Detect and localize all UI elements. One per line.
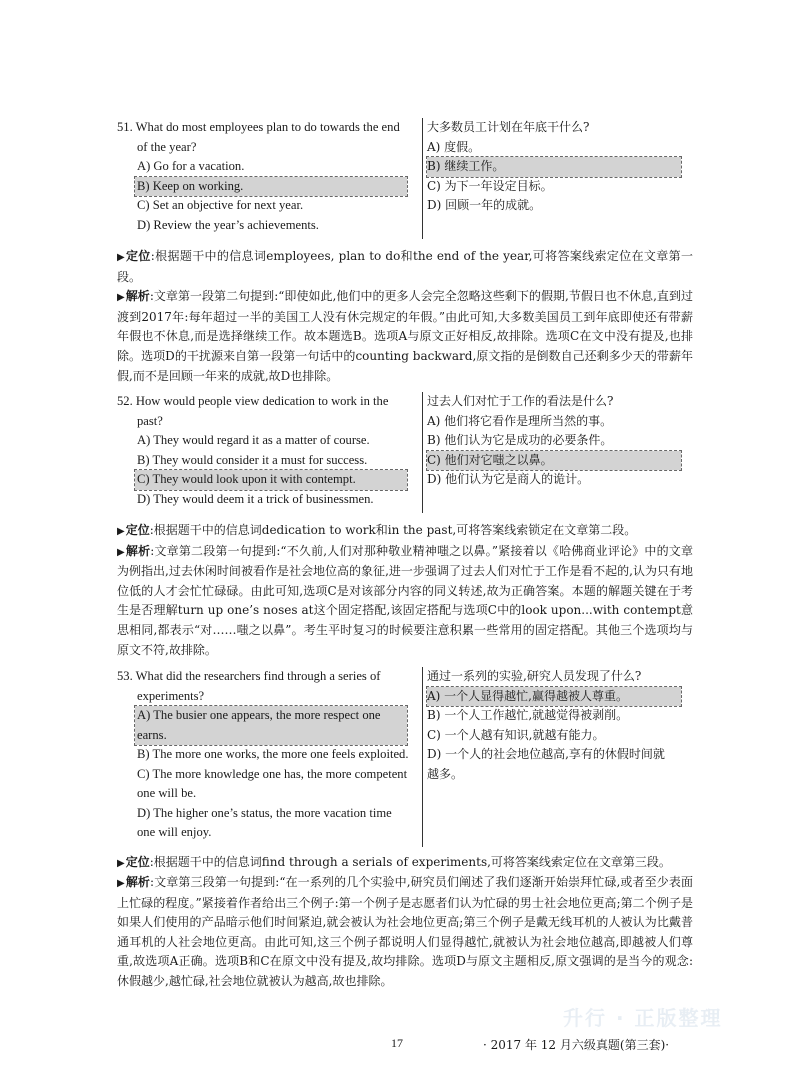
chinese-column (427, 392, 687, 509)
option-b-en-correct: B) Keep on working. (135, 177, 407, 197)
analysis-paragraph: ▶解析:文章第二段第一句提到:“不久前,人们对那种敬业精神嗤之以鼻。”紧接着以《哈佛商业评论》中的文章为例指出,过去休闲时间被看作是社会地位高的象征,进一步强调了过去人们对忙于工作是看不起的,认为只有地位低的人才会忙忙碌碌。由此可知,选项C是对该部分内容的同义转述,故为正确答案。本题的解题关键在于考生是否理解turn up one’s noses at这个固定搭配,该固定搭配与选项C中的look upon...with contempt意思相同,都表示“对……嗤之以鼻”。考生平时复习的时候要注意积累一些常用的固定搭配。其他三个选项均与原文不符,故排除。 (117, 543, 693, 657)
option-d-zh: D) 一个人的社会地位越高,享有的休假时间就 (427, 747, 665, 761)
question-stem-en-cont: experiments? (137, 688, 205, 703)
option-c-zh: C) 为下一年设定目标。 (427, 178, 553, 193)
option-a-zh: A) 他们将它看作是理所当然的事。 (427, 413, 613, 428)
option-c-en-correct: C) They would look upon it with contempt. (135, 470, 407, 490)
option-c-en-cont: one will be. (137, 786, 197, 800)
option-d-en: D) They would deem it a trick of businessmen. (137, 491, 374, 506)
locate-paragraph: ▶定位:根据题干中的信息词dedication to work和in the past,可将答案线索锁定在文章第二段。 (117, 523, 637, 537)
explanation-53 (117, 853, 693, 992)
question-52 (117, 392, 697, 660)
option-a-en-correct (135, 706, 407, 745)
page-number: 17 (391, 1036, 403, 1050)
chinese-column (427, 118, 687, 235)
analysis-paragraph: ▶解析:文章第三段第一句提到:“在一系列的几个实验中,研究员们阐述了我们逐渐开始崇拜忙碌,或者至少表面上忙碌的程度。”紧接着作者给出三个例子:第一个例子是志愿者们认为忙碌的男士社会地位更高;第二个例子是如果人们使用的产品暗示他们时间紧迫,就会被认为社会地位更高;第三个例子是戴无线耳机的人被认为比戴普通耳机的人社会地位更高。由此可知,这三个例子都说明人们显得越忙,就被认为社会地位越高,即越被人们尊重,故选项A正确。选项B和C在原文中没有提及,故均排除。选项D与原文主题相反,原文强调的是当今的观念:休假越少,越忙碌,社会地位就被认为越高,故也排除。 (117, 875, 693, 989)
question-stem-en: 53. What did the researchers find through a series of (117, 669, 381, 683)
column-divider (422, 392, 423, 513)
option-b-en: B) They would consider it a must for success. (137, 452, 368, 467)
option-d-en: D) The higher one’s status, the more vacation time (137, 805, 392, 820)
option-b-en: B) The more one works, the more one feels exploited. (137, 747, 409, 761)
chinese-column (427, 667, 687, 843)
option-c-en: C) Set an objective for next year. (137, 198, 304, 212)
footer-title: · 2017 年 12 月六级真题(第三套)· (483, 1038, 670, 1052)
question-stem-en-cont: past? (137, 413, 163, 428)
question-stem-en-cont: of the year? (137, 139, 197, 154)
option-b-zh: B) 他们认为它是成功的必要条件。 (427, 433, 613, 447)
option-d-zh: D) 他们认为它是商人的诡计。 (427, 472, 590, 486)
option-d-zh-cont: 越多。 (427, 766, 464, 781)
watermark-text: 升行 · 正版整理 (563, 1006, 723, 1030)
option-a-zh: A) 度假。 (427, 139, 481, 154)
column-divider (422, 118, 423, 239)
option-a-en: A) They would regard it as a matter of course. (137, 433, 370, 447)
english-column (117, 118, 413, 235)
question-stem-zh: 大多数员工计划在年底干什么? (427, 120, 590, 134)
analysis-paragraph: ▶解析:文章第一段第二句提到:“即使如此,他们中的更多人会完全忽略这些剩下的假期,节假日也不休息,直到过渡到2017年:每年超过一半的美国工人没有休完规定的年假。”由此可知,大多数美国员工到年底即使还有带薪年假也不休息,而是选择继续工作。故本题选B。选项A与原文正好相反,故排除。选项C在文中没有提及,也排除。选项D的干扰源来自第一段第一句话中的counting backward,原文指的是倒数自己还剩多少天的带薪年假,而不是回顾一年来的成就,故D也排除。 (117, 289, 693, 383)
option-a-en-line1: A) The busier one appears, the more respect one (137, 708, 381, 722)
column-divider (422, 667, 423, 847)
option-b-zh-correct: B) 继续工作。 (427, 157, 681, 177)
option-c-zh: C) 一个人越有知识,就越有能力。 (427, 727, 605, 742)
option-c-zh-correct: C) 他们对它嗤之以鼻。 (427, 451, 681, 471)
question-stem-en: 51. What do most employees plan to do towards the end (117, 120, 400, 134)
locate-paragraph: ▶定位:根据题干中的信息词employees, plan to do和the end of the year,可将答案线索定位在文章第一段。 (117, 249, 693, 284)
option-d-en-cont: one will enjoy. (137, 825, 212, 839)
explanation-52 (117, 521, 693, 660)
question-stem-zh: 通过一系列的实验,研究人员发现了什么? (427, 669, 642, 683)
english-column (117, 392, 413, 509)
question-53 (117, 667, 697, 992)
option-a-en: A) Go for a vacation. (137, 159, 245, 173)
option-c-en: C) The more knowledge one has, the more competent (137, 766, 408, 781)
option-a-zh-correct: A) 一个人显得越忙,赢得越被人尊重。 (427, 687, 681, 707)
question-stem-zh: 过去人们对忙于工作的看法是什么? (427, 394, 614, 408)
question-51 (117, 118, 697, 386)
english-column (117, 667, 413, 843)
option-a-en-line2: earns. (137, 727, 167, 742)
option-d-zh: D) 回顾一年的成就。 (427, 198, 542, 212)
option-b-zh: B) 一个人工作越忙,就越觉得被剥削。 (427, 708, 629, 722)
locate-paragraph: ▶定位:根据题干中的信息词find through a serials of experiments,可将答案线索定位在文章第三段。 (117, 854, 671, 869)
explanation-51 (117, 247, 693, 386)
question-stem-en: 52. How would people view dedication to work in the (117, 394, 389, 408)
option-d-en: D) Review the year’s achievements. (137, 217, 319, 232)
